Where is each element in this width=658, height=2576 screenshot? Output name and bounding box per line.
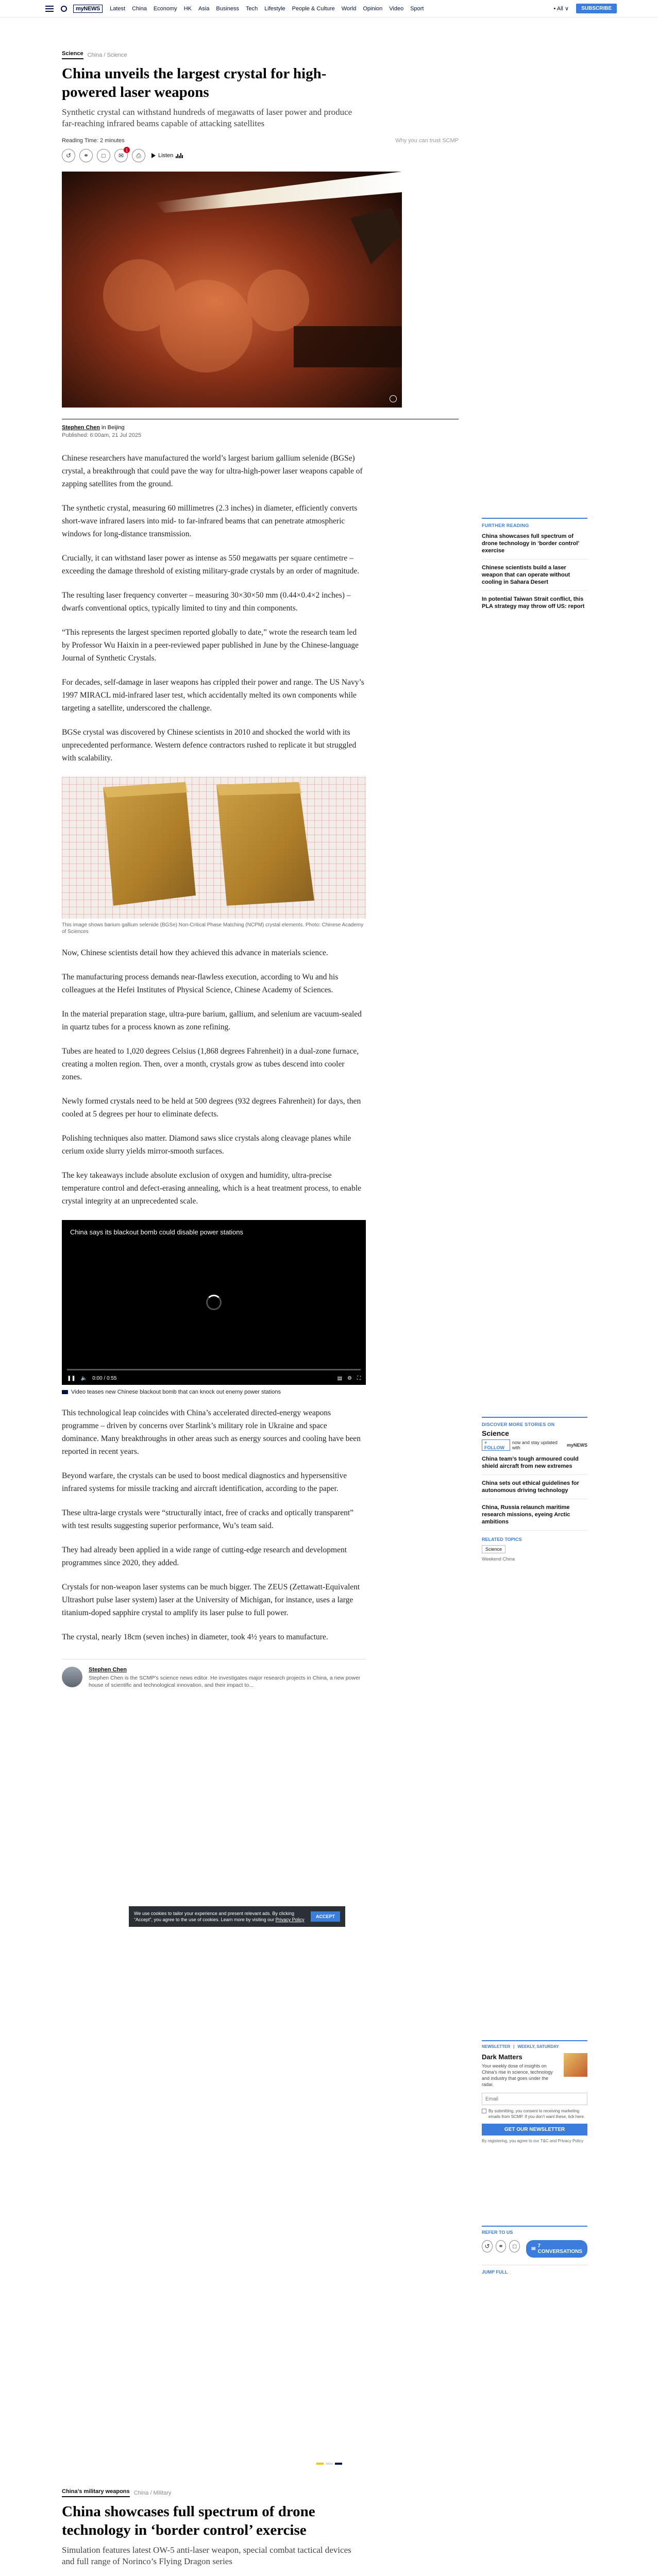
newsletter-email-input[interactable] <box>482 2093 587 2105</box>
search-icon[interactable] <box>61 6 67 12</box>
video-caption-text: Video teases new Chinese blackout bomb that can knock out enemy power stations <box>71 1389 281 1395</box>
crystal-photo <box>62 777 366 919</box>
author-location: in Beijing <box>102 425 125 431</box>
pause-icon[interactable]: ❚❚ <box>67 1375 76 1381</box>
paragraph: The key takeaways include absolute exclusion of oxygen and humidity, ultra-precise temperature control and defect-erasing annealing, which is a heat treatment process, to enable crystal integrity at an unprecedented scale. <box>62 1171 362 1206</box>
comment-icon: ✉ <box>531 2246 536 2252</box>
share-toolbar <box>62 149 459 162</box>
share-icon[interactable]: ↺ <box>482 2240 493 2252</box>
newsletter-consent-text: By submitting, you consent to receiving marketing emails from SCMP. If you don’t want these, tick here. <box>488 2109 585 2119</box>
site-logo[interactable]: myNEWS <box>73 5 103 13</box>
article-body <box>62 452 459 1689</box>
newsletter-thumbnail <box>564 2053 587 2077</box>
bookmark-icon[interactable]: □ <box>509 2240 520 2252</box>
settings-icon[interactable]: ⚙ <box>347 1375 352 1381</box>
paragraph: The crystal, nearly 18cm (seven inches) in diameter, took 4½ years to manufacture. <box>62 1633 328 1641</box>
why-trust-link[interactable]: Why you can trust SCMP <box>395 138 459 144</box>
discover-item[interactable]: China team’s tough armoured could shield aircraft from new extremes <box>482 1451 587 1475</box>
paragraph: Polishing techniques also matter. Diamond saws slice crystals along cleavage planes while cerium oxide slurry yields mirror-smooth surfaces. <box>62 1134 351 1156</box>
paragraph: The manufacturing process demands near-flawless execution, according to Wu and his colleagues at the Hefei Institutes of Physical Science, Chinese Academy of Sciences. <box>62 973 339 994</box>
paragraph: These ultra-large crystals were “structurally intact, free of cracks and optically transparent” with test results suggesting superior performance, Wu’s team said. <box>62 1509 354 1530</box>
nav-item-people-culture[interactable]: People & Culture <box>292 5 335 12</box>
paragraph: Newly formed crystals need to be held at 500 degrees (932 degrees Fahrenheit) for days, then cooled at 5 degrees per hour to eliminate defects. <box>62 1097 361 1118</box>
expand-image-icon[interactable] <box>390 395 397 402</box>
breadcrumb-primary[interactable]: Science <box>62 50 83 59</box>
video-time: 0:00 / 0:55 <box>92 1375 117 1381</box>
discover-item[interactable]: China, Russia relaunch maritime research missions, eyeing Arctic ambitions <box>482 1499 587 1531</box>
link-icon[interactable]: ⚭ <box>79 149 93 162</box>
audio-wave-icon <box>176 153 183 158</box>
follow-brand: myNEWS <box>566 1443 587 1448</box>
video-title: China says its blackout bomb could disable power stations <box>70 1228 244 1236</box>
discover-topic[interactable]: Science <box>482 1429 509 1437</box>
article-headline: China showcases full spectrum of drone technology in ‘border control’ exercise <box>62 2503 315 2538</box>
newsletter-terms: By registering, you agree to our T&C and Privacy Policy <box>482 2139 584 2143</box>
newsletter-signup-button[interactable]: GET OUR NEWSLETTER <box>482 2124 587 2136</box>
nav-item-world[interactable]: World <box>341 5 357 12</box>
sidebar-discover <box>482 1417 587 1562</box>
jump-link[interactable]: JUMP FULL <box>482 2265 587 2275</box>
video-camera-icon <box>62 1390 68 1394</box>
related-topics-heading: RELATED TOPICS <box>482 1537 522 1542</box>
sidebar-share <box>482 2226 587 2275</box>
cookie-text: We use cookies to tailor your experience and present relevant ads. By clicking “Accept”, you agree to the use of cookies. Learn more by visiting our Privacy Policy <box>134 1911 305 1922</box>
related-topic-tag[interactable]: Science <box>482 1545 505 1553</box>
further-reading-item[interactable]: China showcases full spectrum of drone technology in ‘border control’ exercise <box>482 528 587 560</box>
bookmark-icon[interactable]: □ <box>97 149 110 162</box>
paragraph: Now, Chinese scientists detail how they achieved this advance in materials science. <box>62 948 328 957</box>
newsletter-label: NEWSLETTER <box>482 2044 511 2049</box>
paragraph: In the material preparation stage, ultra-pure barium, gallium, and selenium are vacuum-sealed in quartz tubes for a process known as zone refining. <box>62 1010 362 1031</box>
paragraph: Beyond warfare, the crystals can be used to boost medical diagnostics and hypersensitive infrared systems for missile tracking and aircraft identification, according to the paper. <box>62 1471 347 1493</box>
paragraph: “This represents the largest specimen reported globally to date,” wrote the research team led by Professor Wu Haixin in a peer-reviewed paper published in June by the Chinese-language Journal of Synthetic Crystals. <box>62 628 359 663</box>
nav-item-opinion[interactable]: Opinion <box>363 5 383 12</box>
subscribe-button[interactable]: SUBSCRIBE <box>576 4 617 13</box>
video-controls <box>62 1371 366 1385</box>
listen-button[interactable] <box>151 152 183 159</box>
nav-item-tech[interactable]: Tech <box>246 5 258 12</box>
edition-selector[interactable]: • All ∨ <box>553 6 569 12</box>
nav-item-business[interactable]: Business <box>216 5 240 12</box>
discover-item[interactable]: China sets out ethical guidelines for autonomous driving technology <box>482 1475 587 1499</box>
follow-topic <box>482 1439 587 1451</box>
related-topic-small[interactable]: Weekend China <box>482 1556 515 1562</box>
comment-icon[interactable]: ✉ 1 <box>114 149 128 162</box>
captions-icon[interactable]: ▤ <box>337 1375 343 1381</box>
paragraph: Chinese researchers have manufactured the world’s largest barium gallium selenide (BGSe) crystal, a breakthrough that could pave the way for ultra-high-power laser weapons capable of zapping satellites from the ground. <box>62 454 363 488</box>
paragraph: The synthetic crystal, measuring 60 millimetres (2.3 inches) in diameter, efficiently converts short-wave infrared lasers into mid- to far-infrared beams that can penetrate atmospheric windows for long-distance transmission. <box>62 504 358 538</box>
breadcrumb-secondary[interactable]: China / Military <box>133 2489 172 2496</box>
nav-item-latest[interactable]: Latest <box>110 5 126 12</box>
hero-image-laser[interactable] <box>62 172 402 408</box>
paragraph: Crystals for non-weapon laser systems can be much bigger. The ZEUS (Zettawatt-Equivalent Ultrashort pulse laser system) laser at the University of Michigan, for instance, uses a large titanium-doped sapphire crystal to amplify its laser pulse to full power. <box>62 1583 360 1617</box>
breadcrumb-primary[interactable]: China’s military weapons <box>62 2488 130 2497</box>
volume-icon[interactable]: 🔈 <box>80 1375 88 1381</box>
refer-heading: REFER TO US <box>482 2230 513 2235</box>
conversations-button[interactable]: ✉ 7 CONVERSATIONS <box>526 2240 587 2258</box>
nav-item-economy[interactable]: Economy <box>153 5 177 12</box>
breadcrumb <box>62 50 459 59</box>
paragraph: They had already been applied in a wide range of cutting-edge research and development programmes since 2020, they added. <box>62 1546 347 1567</box>
author-bio-text: Stephen Chen is the SCMP’s science news editor. He investigates major research projects in China, a new power house of scientific and technological innovation, and their impact to... <box>89 1675 361 1688</box>
reading-time: Reading Time: 2 minutes <box>62 138 125 144</box>
comment-count-badge: 1 <box>124 147 130 153</box>
newsletter-frequency: WEEKLY, SATURDAY <box>517 2044 559 2049</box>
fullscreen-icon[interactable]: ⛶ <box>357 1375 361 1381</box>
image-caption: This image shows barium gallium selenide (BGSe) Non-Critical Phase Matching (NCPM) crystal elements. Photo: Chinese Academy of Sciences <box>62 922 364 935</box>
sidebar-further-reading <box>482 518 587 615</box>
sidebar-newsletter: NEWSLETTER | WEEKLY, SATURDAY Dark Matters Your weekly dose of insights on China’s rise in science, technology and industry that goes under the radar. Email By submitting, you consent to receiving marketing emails from SCMP. If you don’t want these, tick here. GET OUR NEWSLETTER By registering, you agree to our T&C and Privacy Policy <box>482 2040 587 2143</box>
marketing-opt-out-checkbox[interactable] <box>482 2109 486 2113</box>
cookie-accept-button[interactable]: ACCEPT <box>311 1911 340 1922</box>
nav-item-china[interactable]: China <box>132 5 147 12</box>
follow-button[interactable]: + FOLLOW <box>482 1439 510 1451</box>
privacy-policy-link[interactable]: Privacy Policy <box>275 1917 305 1922</box>
breadcrumb <box>62 2488 459 2497</box>
paragraph: BGSe crystal was discovered by Chinese scientists in 2010 and shocked the world with its unprecedented performance. Western defence contractors rushed to replicate it but struggled with scalability. <box>62 728 357 762</box>
article-summary: Simulation features latest OW-5 anti-laser weapon, special combat tactical devices and full range of Norinco’s Flying Dragon series <box>62 2545 351 2566</box>
video-progress-bar[interactable] <box>67 1369 361 1370</box>
crystal-elements-image[interactable] <box>62 777 366 919</box>
author-avatar[interactable] <box>62 1667 82 1687</box>
article-summary: Synthetic crystal can withstand hundreds of megawatts of laser power and produce far-reaching infrared beams capable of attacking satellites <box>62 107 352 128</box>
play-icon <box>151 153 156 158</box>
print-icon[interactable]: ⎙ <box>132 149 145 162</box>
video-caption <box>62 1389 459 1395</box>
paragraph: Crucially, it can withstand laser power as intense as 550 megawatts per square centimetre – exceeding the damage threshold of existing military-grade crystals by an order of magnitude. <box>62 554 360 575</box>
article-headline: China unveils the largest crystal for high-powered laser weapons <box>62 65 327 100</box>
nav-item-sport[interactable]: Sport <box>410 5 424 12</box>
paragraph: Tubes are heated to 1,020 degrees Celsius (1,868 degrees Fahrenheit) in a dual-zone furnace, creating a molten region. Then, over a month, crystals grow as tubes descend into cooler zones. <box>62 1047 359 1081</box>
discover-heading: DISCOVER MORE STORIES ON <box>482 1422 555 1427</box>
nav-item-video[interactable]: Video <box>389 5 404 12</box>
article-crystal <box>62 50 459 1689</box>
author-bio-box <box>62 1659 366 1689</box>
cookie-consent-banner <box>129 1906 345 1927</box>
author-name-link[interactable]: Stephen Chen <box>62 425 100 431</box>
link-icon[interactable]: ⚭ <box>496 2240 507 2252</box>
loading-spinner-icon <box>206 1295 222 1310</box>
article-drone <box>62 2488 459 2576</box>
further-reading-item[interactable]: Chinese scientists build a laser weapon that can operate without cooling in Sahara Desert <box>482 560 587 591</box>
newsletter-title: Dark Matters <box>482 2053 522 2061</box>
top-navigation-bar <box>0 0 658 18</box>
published-date: Published: 6:00am, 21 Jul 2025 <box>62 432 142 438</box>
nav-item-lifestyle[interactable]: Lifestyle <box>264 5 285 12</box>
paragraph: This technological leap coincides with China’s accelerated directed-energy weapons programme – driven by concerns over Starlink’s military role in Ukraine and space dominance. Many breakthroughs in other areas such as energy sources and cooling have been reported in recent years. <box>62 1409 361 1456</box>
share-icon[interactable]: ↺ <box>62 149 75 162</box>
hamburger-menu-icon[interactable] <box>45 6 54 12</box>
hero-photo <box>62 172 402 408</box>
listen-label: Listen <box>158 152 174 159</box>
paragraph: For decades, self-damage in laser weapons has crippled their power and range. The US Navy’s 1997 MIRACL mid-infrared laser test, which accidentally melted its own components while targeting a satellite, underscored the challenge. <box>62 678 364 713</box>
further-reading-item[interactable]: In potential Taiwan Strait conflict, this PLA strategy may throw off US: report <box>482 596 585 609</box>
byline <box>62 425 459 438</box>
video-player[interactable] <box>62 1220 366 1385</box>
nav-item-asia[interactable]: Asia <box>198 5 210 12</box>
paragraph: The resulting laser frequency converter – measuring 30×30×50 mm (0.44×0.4×2 inches) – dwarfs conventional optics, typically limited to tiny and thin components. <box>62 591 351 613</box>
follow-hint: now and stay updated with <box>512 1440 558 1450</box>
further-reading-heading: FURTHER READING <box>482 523 529 528</box>
nav-item-hk[interactable]: HK <box>183 5 192 12</box>
breadcrumb-secondary[interactable]: China / Science <box>87 52 127 58</box>
article-separator <box>316 2463 342 2465</box>
newsletter-description: Your weekly dose of insights on China’s rise in science, technology and industry that goes under the radar. <box>482 2063 553 2087</box>
author-bio-name[interactable]: Stephen Chen <box>89 1667 127 1673</box>
